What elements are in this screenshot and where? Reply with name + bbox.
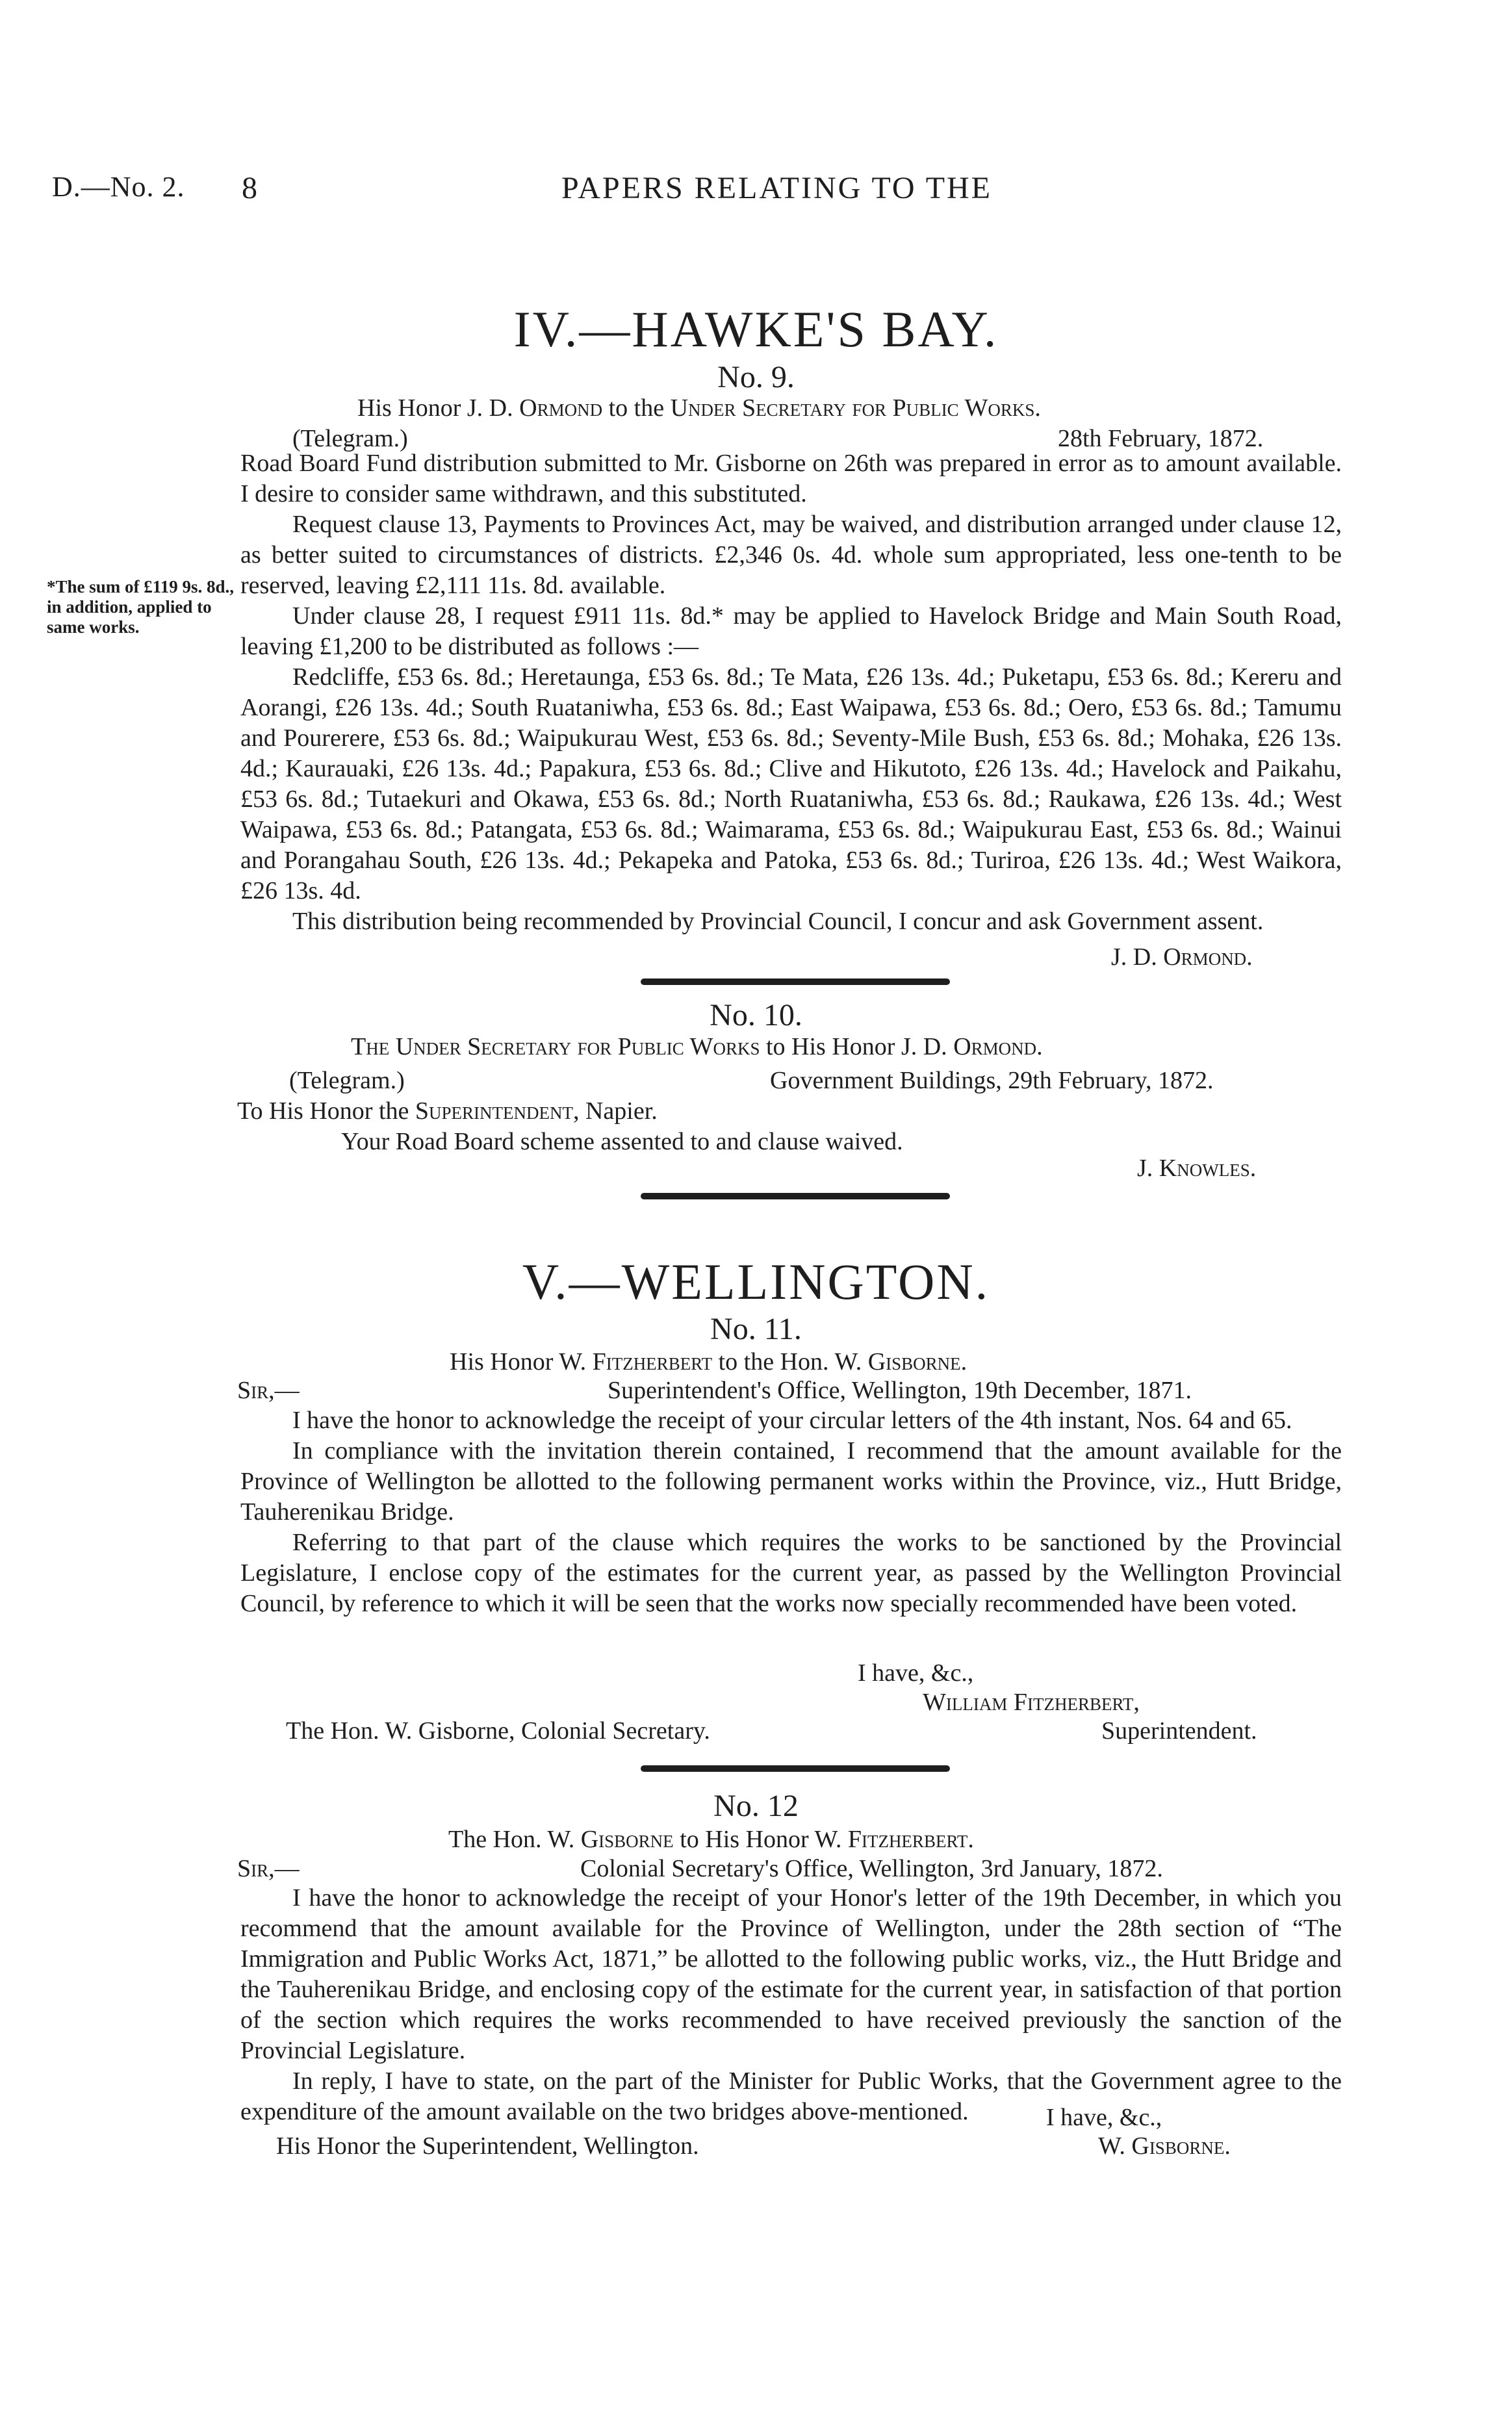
paragraph: In compliance with the invitation therein contained, I recommend that the amount available for the Province of Wellington be allotted to the following permanent works within the Province, viz., Hutt Bridge, Tauherenikau Bridge. (240, 1437, 1342, 1526)
heading-recipient: Under Secretary for Public Works. (670, 394, 1041, 422)
doc-10-addressee (237, 1096, 658, 1127)
doc-11-heading (450, 1347, 967, 1377)
divider-rule (641, 1193, 950, 1199)
addressee-text: To His Honor the (237, 1097, 415, 1125)
doc-9-heading (357, 393, 1041, 424)
doc-9-kind: (Telegram.) (292, 425, 408, 452)
addressee-title: Superintendent (415, 1097, 573, 1125)
doc-9-signature: J. D. Ormond. (1111, 943, 1253, 971)
doc-number-11: No. 11. (710, 1312, 802, 1346)
addressee-text: , Napier. (572, 1097, 658, 1125)
paragraph: I have the honor to acknowledge the receipt of your Honor's letter of the 19th December, in which you recommend that the amount available for the Province of Wellington, under the 28th section of “The Immigration and Public Works Act, 1871,” be allotted to the following public works, viz., the Hutt Bridge and the Tauherenikau Bridge, and enclosing copy of the estimate for the current year, in satisfaction of that portion of the section which requires the works recommended to have received previously the sanction of the Provincial Legislature. (240, 1884, 1342, 2064)
doc-11-signature: William Fitzherbert, (923, 1689, 1140, 1716)
heading-recipient: Fitzherbert. (847, 1826, 974, 1853)
doc-11-date: Superintendent's Office, Wellington, 19th December, 1871. (608, 1377, 1192, 1404)
heading-text: The Hon. W. (448, 1826, 581, 1853)
paragraph: Request clause 13, Payments to Provinces Act, may be waived, and distribution arranged under clause 12, as better suited to circumstances of districts. £2,346 0s. 4d. whole sum appropriated, less one-tenth to be reserved, leaving £2,111 11s. 8d. available. (240, 511, 1342, 599)
heading-recipient: Ormond. (953, 1033, 1043, 1060)
doc-12-addressee: His Honor the Superintendent, Wellington. (276, 2132, 699, 2160)
doc-10-date: Government Buildings, 29th February, 1872. (770, 1067, 1214, 1094)
divider-rule (641, 1765, 950, 1772)
margin-note: *The sum of £119 9s. 8d., in addition, applied to same works. (47, 577, 235, 637)
heading-text: to His Honor W. (673, 1826, 848, 1853)
doc-10-signature: J. Knowles. (1137, 1155, 1257, 1182)
doc-12-salutation: Sir,— (237, 1855, 300, 1882)
doc-11-closing: I have, &c., (858, 1659, 974, 1687)
paragraph: In reply, I have to state, on the part of the Minister for Public Works, that the Government agree to the expenditure of the amount available on the two bridges above-mentioned. (240, 2067, 1342, 2125)
doc-12-signature: W. Gisborne. (1098, 2132, 1231, 2160)
paragraph: I have the honor to acknowledge the receipt of your circular letters of the 4th instant, Nos. 64 and 65. (292, 1407, 1292, 1434)
doc-12-date: Colonial Secretary's Office, Wellington, 3rd January, 1872. (580, 1855, 1163, 1882)
doc-12-heading (448, 1824, 974, 1855)
heading-sender: Gisborne (580, 1826, 674, 1853)
heading-text: to the Hon. W. (712, 1348, 868, 1375)
doc-11-signature-title: Superintendent. (1101, 1717, 1257, 1745)
doc-number-9: No. 9. (717, 360, 795, 394)
heading-text: to His Honor J. D. (760, 1033, 954, 1060)
paragraph: This distribution being recommended by Provincial Council, I concur and ask Government assent. (292, 908, 1264, 935)
paragraph: Road Board Fund distribution submitted to Mr. Gisborne on 26th was prepared in error as to amount available. I desire to consider same withdrawn, and this substituted. (240, 450, 1342, 507)
doc-number-12: No. 12 (713, 1789, 799, 1823)
paragraph: Redcliffe, £53 6s. 8d.; Heretaunga, £53 6s. 8d.; Te Mata, £26 13s. 4d.; Puketapu, £53 6s. 8d.; Kereru and Aorangi, £26 13s. 4d.; South Ruataniwha, £53 6s. 8d.; East Waipawa, £53 6s. 8d.; Oero, £53 6s. 8d.; Tamumu and Pourerere, £53 6s. 8d.; Waipukurau West, £53 6s. 8d.; Seventy-Mile Bush, £53 6s. 8d.; Mohaka, £26 13s. 4d.; Kaurauaki, £26 13s. 4d.; Papakura, £53 6s. 8d.; Clive and Hikutoto, £26 13s. 4d.; Havelock and Paikahu, £53 6s. 8d.; Tutaekuri and Okawa, £53 6s. 8d.; North Ruataniwha, £53 6s. 8d.; Raukawa, £26 13s. 4d.; West Waipawa, £53 6s. 8d.; Patangata, £53 6s. 8d.; Waimarama, £53 6s. 8d.; Waipukurau East, £53 6s. 8d.; Wainui and Porangahau South, £26 13s. 4d.; Pekapeka and Patoka, £53 6s. 8d.; Turiroa, £26 13s. 4d.; West Waikora, £26 13s. 4d. (240, 663, 1342, 904)
doc-12-body (240, 1883, 1342, 2127)
paragraph: Referring to that part of the clause which requires the works to be sanctioned by the Provincial Legislature, I enclose copy of the estimates for the current year, as passed by the Wellington Provincial Council, by reference to which it will be seen that the works now specially recommended have been voted. (240, 1529, 1342, 1617)
divider-rule (641, 978, 950, 985)
doc-10-body: Your Road Board scheme assented to and clause waived. (341, 1128, 903, 1155)
section-title-wellington: V.—WELLINGTON. (522, 1253, 990, 1310)
doc-9-body (240, 448, 1342, 937)
paragraph: Under clause 28, I request £911 11s. 8d.* may be applied to Havelock Bridge and Main South Road, leaving £1,200 to be distributed as follows :— (240, 602, 1342, 660)
section-title-hawkes-bay: IV.—HAWKE'S BAY. (513, 301, 999, 357)
doc-10-heading (351, 1032, 1043, 1062)
doc-11-body (240, 1405, 1342, 1619)
heading-text: His Honor W. (450, 1348, 593, 1375)
doc-9-date: 28th February, 1872. (1058, 425, 1264, 452)
doc-11-salutation: Sir,— (237, 1377, 300, 1404)
heading-sender: Ormond (519, 394, 603, 422)
heading-text: to the (602, 394, 671, 422)
page-number: 8 (242, 171, 258, 205)
heading-sender: Fitzherbert (592, 1348, 713, 1375)
doc-10-kind: (Telegram.) (289, 1067, 405, 1094)
document-reference: D.—No. 2. (52, 171, 185, 203)
doc-12-closing: I have, &c., (1046, 2104, 1162, 2131)
heading-text: His Honor J. D. (357, 394, 520, 422)
heading-sender: The Under Secretary for Public Works (351, 1033, 760, 1060)
heading-recipient: Gisborne. (867, 1348, 967, 1375)
running-title: PAPERS RELATING TO THE (561, 171, 992, 205)
doc-11-addressee: The Hon. W. Gisborne, Colonial Secretary. (286, 1717, 710, 1745)
doc-number-10: No. 10. (710, 998, 802, 1032)
